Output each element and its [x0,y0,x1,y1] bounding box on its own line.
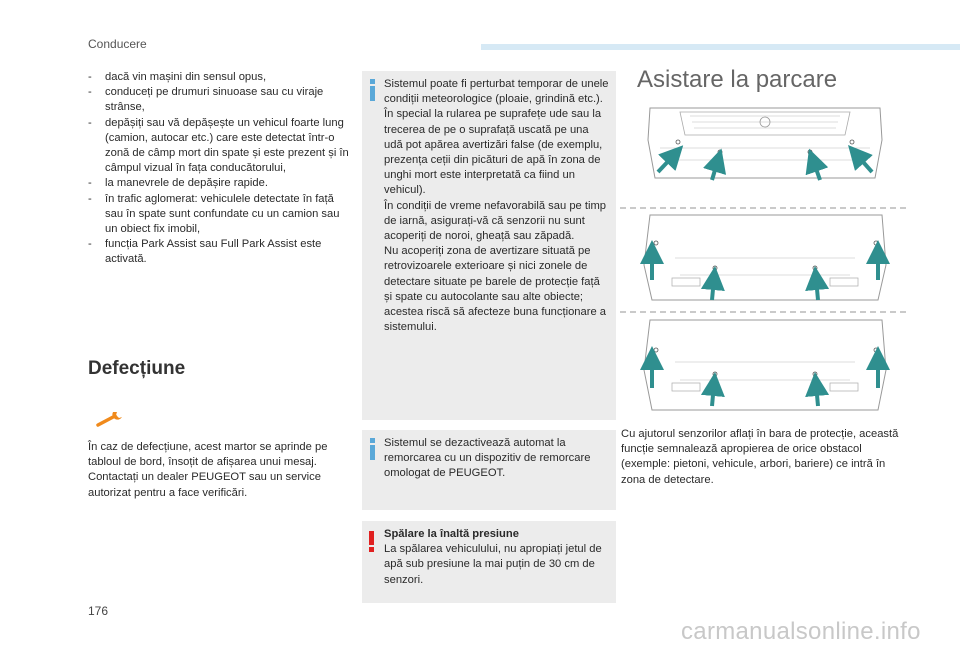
front-bumper-drawing [648,108,882,178]
info-icon [370,438,375,460]
warning-box-content [384,527,610,588]
rear-sensor-arrows [652,252,878,300]
parking-heading: Asistare la parcare [637,66,838,93]
list-item [88,85,350,115]
rear-bumper-drawing [644,215,886,300]
defect-heading: Defecțiune [88,358,186,379]
info-box-towing [362,430,616,510]
list-item-text: funcția Park Assist sau Full Park Assist este activată. [105,238,322,266]
page-number: 176 [88,604,109,618]
front-sensor-arrows [658,154,872,180]
parking-description: Cu ajutorul senzorilor aflați în bara de protecție, această funcție semnalează apropierea de orice obstacol (exemple: pietoni, vehicule, arbori, bariere) ce intră în zona de detectare. [621,428,899,486]
list-item [88,192,350,238]
list-item-text: la manevrele de depășire rapide. [105,177,268,190]
section-title: Conducere [88,37,147,51]
list-item-text: depășiți sau vă depășește un vehicul foarte lung (camion, autocar etc.) care este detectat într-o zonă de câmp mort din spate și este prezent și în câmpul vizual în fața conducătorului, [105,116,349,175]
parking-sensors-illustration [620,100,910,420]
warning-text: La spălarea vehiculului, nu apropiați jetul de apă sub presiune la mai puțin de 30 cm de senzori. [384,543,602,586]
warning-box-pressure-wash [362,521,616,603]
bullet-dash: - [88,177,92,190]
watermark: carmanualsonline.info [681,618,921,645]
bullet-dash: - [88,116,92,129]
info-box-text: Sistemul se dezactivează automat la remorcarea cu un dispozitiv de remorcare omologat de PEUGEOT. [384,437,591,480]
info-box-weather [362,71,616,420]
rear-sensor-arrows-full [652,358,878,406]
bullet-dash: - [88,192,92,205]
list-item [88,70,350,85]
info-box-text: Sistemul poate fi perturbat temporar de unele condiții meteorologice (ploaie, grindină etc.). În special la rularea pe suprafețe ude sau la trecerea de pe o suprafață uscată pe una udă pot apărea avertizări false (de exemplu, prezența ceții din picături de apă în zona de unghi mort este interpretată ca fiind un vehicul). În condiții de vreme nefavorabilă sau pe timp de iarnă, asigurați-vă că senzorii nu sunt acoperiți de noroi, gheață sau zăpadă. Nu acoperiți zona de avertizare situată pe retrovizoarele exterioare și nici zonele de detectare situate pe barele de protecție față și spate cu autocolante sau alte obiecte; acestea riscă să afecteze buna funcționare a sistemului. [384,78,609,334]
list-item-text: conduceți pe drumuri sinuoase sau cu viraje strânse, [105,86,324,114]
warning-title: Spălare la înaltă presiune [384,528,519,540]
wrench-warning-icon [95,408,125,430]
defect-description: În caz de defecțiune, acest martor se aprinde pe tabloul de bord, însoțit de afișarea unui mesaj. Contactați un dealer PEUGEOT sau un service autorizat pentru a face verificări. [88,441,328,499]
info-icon [370,79,375,101]
conditions-list [88,70,350,268]
bullet-dash: - [88,86,92,99]
bullet-dash: - [88,71,92,83]
warning-icon [369,531,376,552]
list-item [88,176,350,191]
list-item-text: dacă vin mașini din sensul opus, [105,71,267,83]
rear-bumper-drawing-full [644,320,886,410]
list-item-text: în trafic aglomerat: vehiculele detectate în față sau în spate sunt confundate cu un camion sau un obiect fix imobil, [105,192,340,236]
bullet-dash: - [88,238,92,251]
list-item [88,116,350,177]
list-item [88,237,350,267]
header-accent-bar [481,44,960,50]
